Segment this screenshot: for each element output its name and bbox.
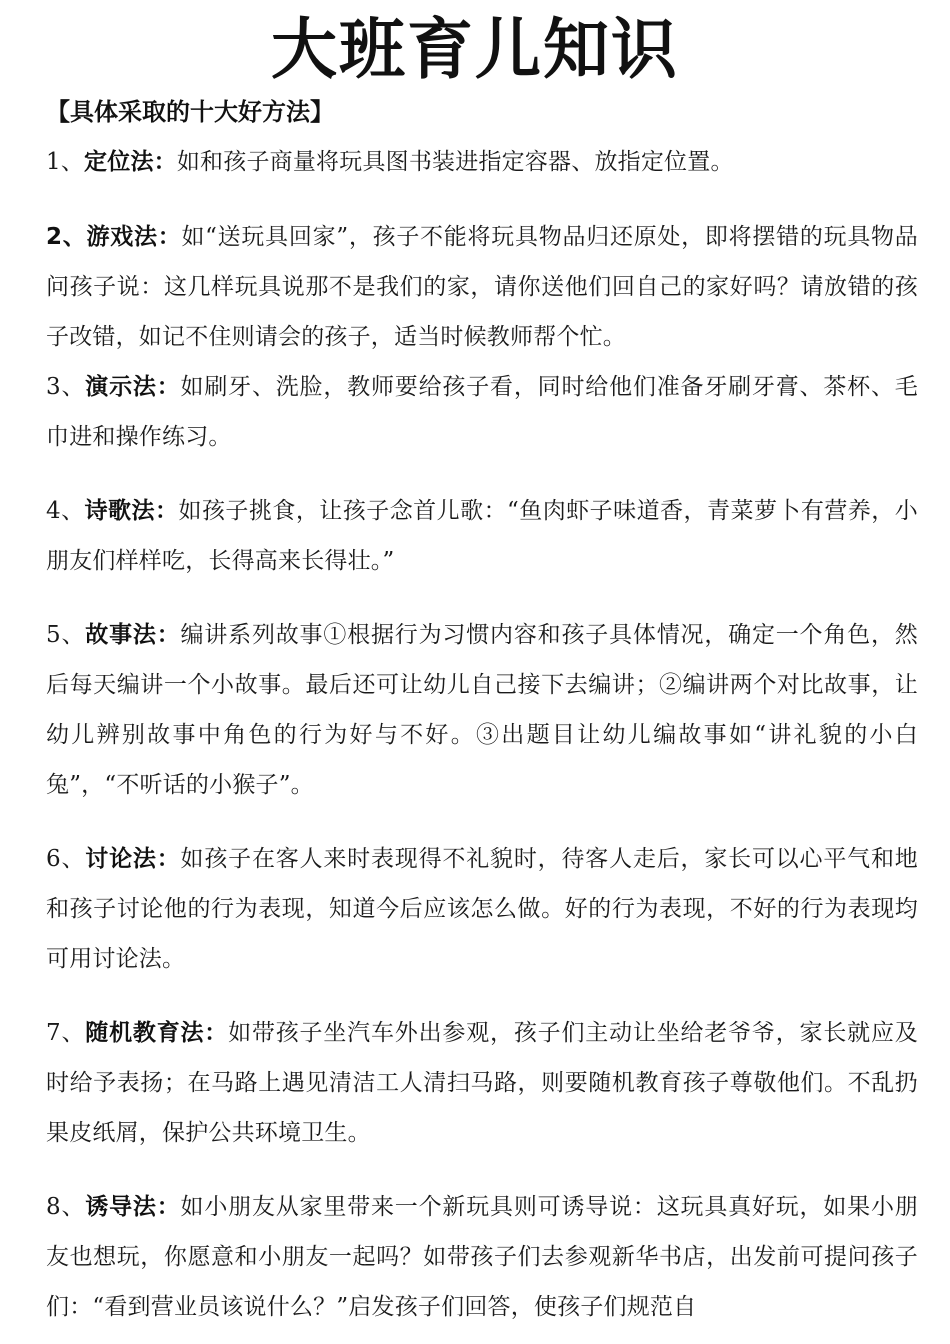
method-label: 讨论法： <box>85 846 181 872</box>
method-number: 1、 <box>46 149 85 175</box>
method-number: 2、 <box>46 224 87 250</box>
method-number: 4、 <box>46 498 85 524</box>
method-label: 游戏法： <box>86 224 182 250</box>
method-item-5 <box>46 610 918 810</box>
page-title: 大班育儿知识 <box>271 11 679 88</box>
method-text: 编讲系列故事①根据行为习惯内容和孩子具体情况，确定一个角色，然后每天编讲一个小故事。最后还可让幼儿自己接下去编讲；②编讲两个对比故事，让幼儿辨别故事中角色的行为好与不好。③出题目让幼儿编故事如“讲礼貌的小白兔”，“不听话的小猴子”。 <box>46 622 918 798</box>
method-item-1 <box>46 137 918 187</box>
method-text: 如“送玩具回家”，孩子不能将玩具物品归还原处，即将摆错的玩具物品问孩子说：这几样玩具说那不是我们的家，请你送他们回自己的家好吗？请放错的孩子改错，如记不住则请会的孩子，适当时候教师帮个忙。 <box>46 224 918 350</box>
method-text: 如小朋友从家里带来一个新玩具则可诱导说：这玩具真好玩，如果小朋友也想玩，你愿意和小朋友一起吗？如带孩子们去参观新华书店，出发前可提问孩子们：“看到营业员该说什么？”启发孩子们回答，使孩子们规范自 <box>46 1194 918 1320</box>
method-text: 如刷牙、洗脸，教师要给孩子看，同时给他们准备牙刷牙膏、茶杯、毛巾进和操作练习。 <box>46 374 918 450</box>
method-item-6 <box>46 834 918 984</box>
method-label: 诗歌法： <box>84 498 179 524</box>
method-number: 6、 <box>46 846 86 872</box>
method-item-4 <box>46 486 918 586</box>
method-item-7 <box>46 1008 918 1158</box>
method-text: 如孩子挑食，让孩子念首儿歌：“鱼肉虾子味道香，青菜萝卜有营养，小朋友们样样吃，长得高来长得壮。” <box>46 498 918 574</box>
method-number: 5、 <box>46 622 86 648</box>
method-label: 演示法： <box>85 374 181 400</box>
method-number: 8、 <box>46 1194 86 1220</box>
method-number: 7、 <box>46 1020 86 1046</box>
method-item-2 <box>46 212 918 362</box>
section-heading: 【具体采取的十大好方法】 <box>46 98 334 126</box>
method-item-3 <box>46 362 918 462</box>
method-label: 故事法： <box>85 622 181 648</box>
method-number: 3、 <box>46 374 86 400</box>
method-text: 如和孩子商量将玩具图书装进指定容器、放指定位置。 <box>176 149 734 175</box>
method-text: 如孩子在客人来时表现得不礼貌时，待客人走后，家长可以心平气和地和孩子讨论他的行为表现，知道今后应该怎么做。好的行为表现，不好的行为表现均可用讨论法。 <box>46 846 918 972</box>
method-text: 如带孩子坐汽车外出参观，孩子们主动让坐给老爷爷，家长就应及时给予表扬；在马路上遇见清洁工人清扫马路，则要随机教育孩子尊敬他们。不乱扔果皮纸屑，保护公共环境卫生。 <box>46 1020 918 1146</box>
method-label: 随机教育法： <box>85 1020 229 1046</box>
method-label: 诱导法： <box>85 1194 181 1220</box>
method-item-8 <box>46 1182 918 1332</box>
method-label: 定位法： <box>84 149 177 175</box>
